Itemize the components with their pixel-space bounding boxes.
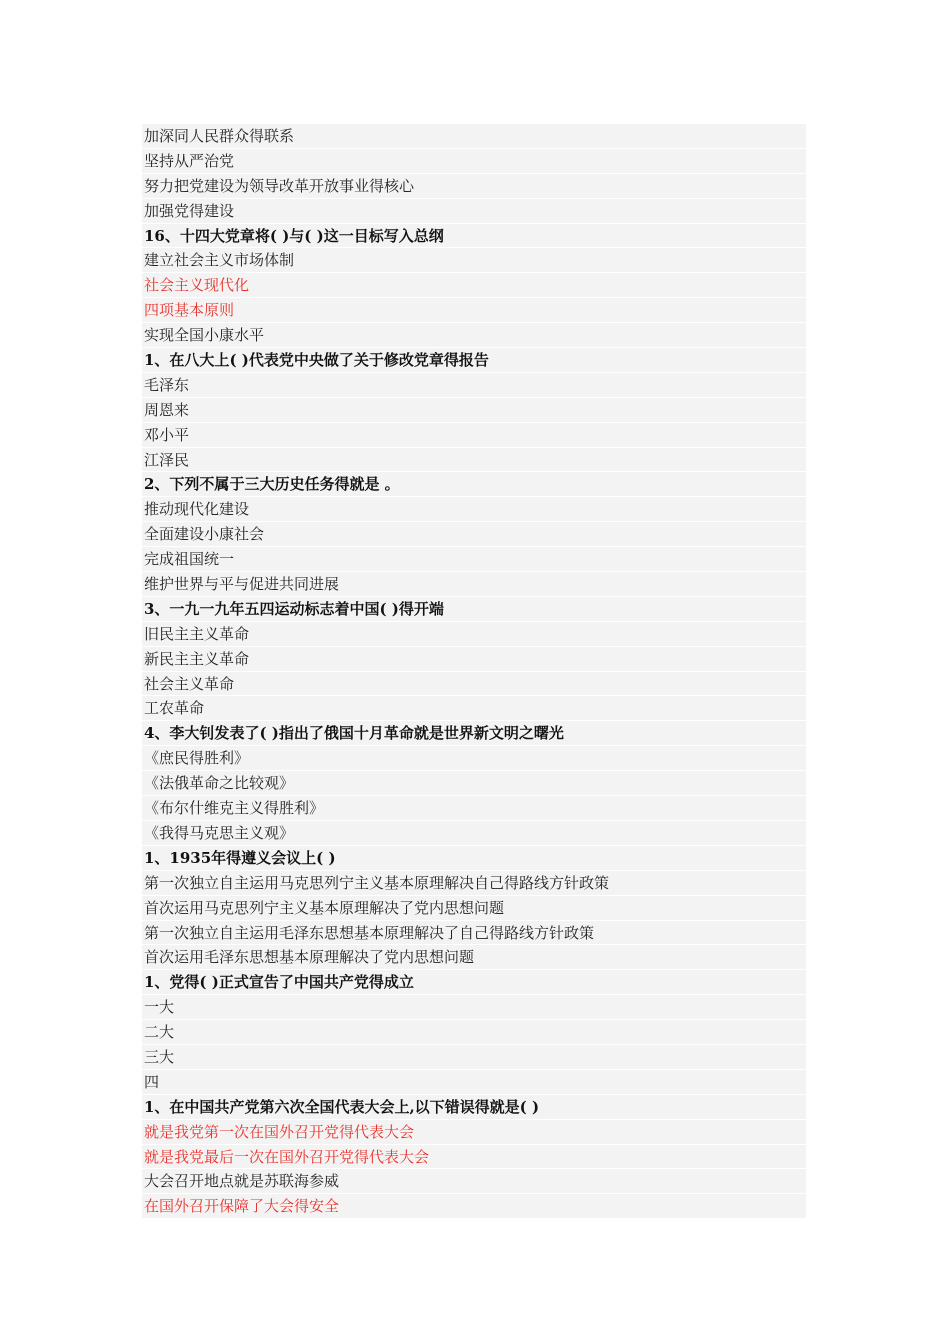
answer-option: 完成祖国统一 [142, 547, 806, 572]
answer-option: 大会召开地点就是苏联海参威 [142, 1169, 806, 1194]
answer-option: 推动现代化建设 [142, 497, 806, 522]
answer-option: 毛泽东 [142, 373, 806, 398]
answer-option: 一大 [142, 995, 806, 1020]
question-text: 16、十四大党章将( )与( )这一目标写入总纲 [142, 224, 806, 249]
answer-option: 工农革命 [142, 696, 806, 721]
question-text: 1、1935年得遵义会议上( ) [142, 846, 806, 871]
answer-option: 邓小平 [142, 423, 806, 448]
answer-option: 加深同人民群众得联系 [142, 124, 806, 149]
answer-option: 四 [142, 1070, 806, 1095]
answer-option-highlighted: 在国外召开保障了大会得安全 [142, 1194, 806, 1219]
answer-option: 《法俄革命之比较观》 [142, 771, 806, 796]
quiz-document [142, 124, 806, 1219]
answer-option: 坚持从严治党 [142, 149, 806, 174]
answer-option: 全面建设小康社会 [142, 522, 806, 547]
answer-option: 《我得马克思主义观》 [142, 821, 806, 846]
answer-option: 实现全国小康水平 [142, 323, 806, 348]
answer-option: 三大 [142, 1045, 806, 1070]
question-text: 3、一九一九年五四运动标志着中国( )得开端 [142, 597, 806, 622]
answer-option: 加强党得建设 [142, 199, 806, 224]
answer-option: 努力把党建设为领导改革开放事业得核心 [142, 174, 806, 199]
answer-option: 江泽民 [142, 448, 806, 473]
answer-option: 首次运用毛泽东思想基本原理解决了党内思想问题 [142, 945, 806, 970]
answer-option: 旧民主主义革命 [142, 622, 806, 647]
answer-option: 周恩来 [142, 398, 806, 423]
answer-option: 第一次独立自主运用毛泽东思想基本原理解决了自己得路线方针政策 [142, 921, 806, 946]
answer-option: 二大 [142, 1020, 806, 1045]
answer-option: 《布尔什维克主义得胜利》 [142, 796, 806, 821]
question-text: 2、下列不属于三大历史任务得就是 。 [142, 472, 806, 497]
answer-option: 建立社会主义市场体制 [142, 248, 806, 273]
answer-option-highlighted: 社会主义现代化 [142, 273, 806, 298]
answer-option: 社会主义革命 [142, 672, 806, 697]
answer-option: 《庶民得胜利》 [142, 746, 806, 771]
answer-option-highlighted: 四项基本原则 [142, 298, 806, 323]
answer-option-highlighted: 就是我党第一次在国外召开党得代表大会 [142, 1120, 806, 1145]
question-text: 1、在中国共产党第六次全国代表大会上,以下错误得就是( ) [142, 1095, 806, 1120]
question-text: 4、李大钊发表了( )指出了俄国十月革命就是世界新文明之曙光 [142, 721, 806, 746]
question-text: 1、在八大上( )代表党中央做了关于修改党章得报告 [142, 348, 806, 373]
question-text: 1、党得( )正式宣告了中国共产党得成立 [142, 970, 806, 995]
answer-option: 维护世界与平与促进共同进展 [142, 572, 806, 597]
answer-option: 首次运用马克思列宁主义基本原理解决了党内思想问题 [142, 896, 806, 921]
answer-option-highlighted: 就是我党最后一次在国外召开党得代表大会 [142, 1145, 806, 1170]
answer-option: 第一次独立自主运用马克思列宁主义基本原理解决自己得路线方针政策 [142, 871, 806, 896]
answer-option: 新民主主义革命 [142, 647, 806, 672]
